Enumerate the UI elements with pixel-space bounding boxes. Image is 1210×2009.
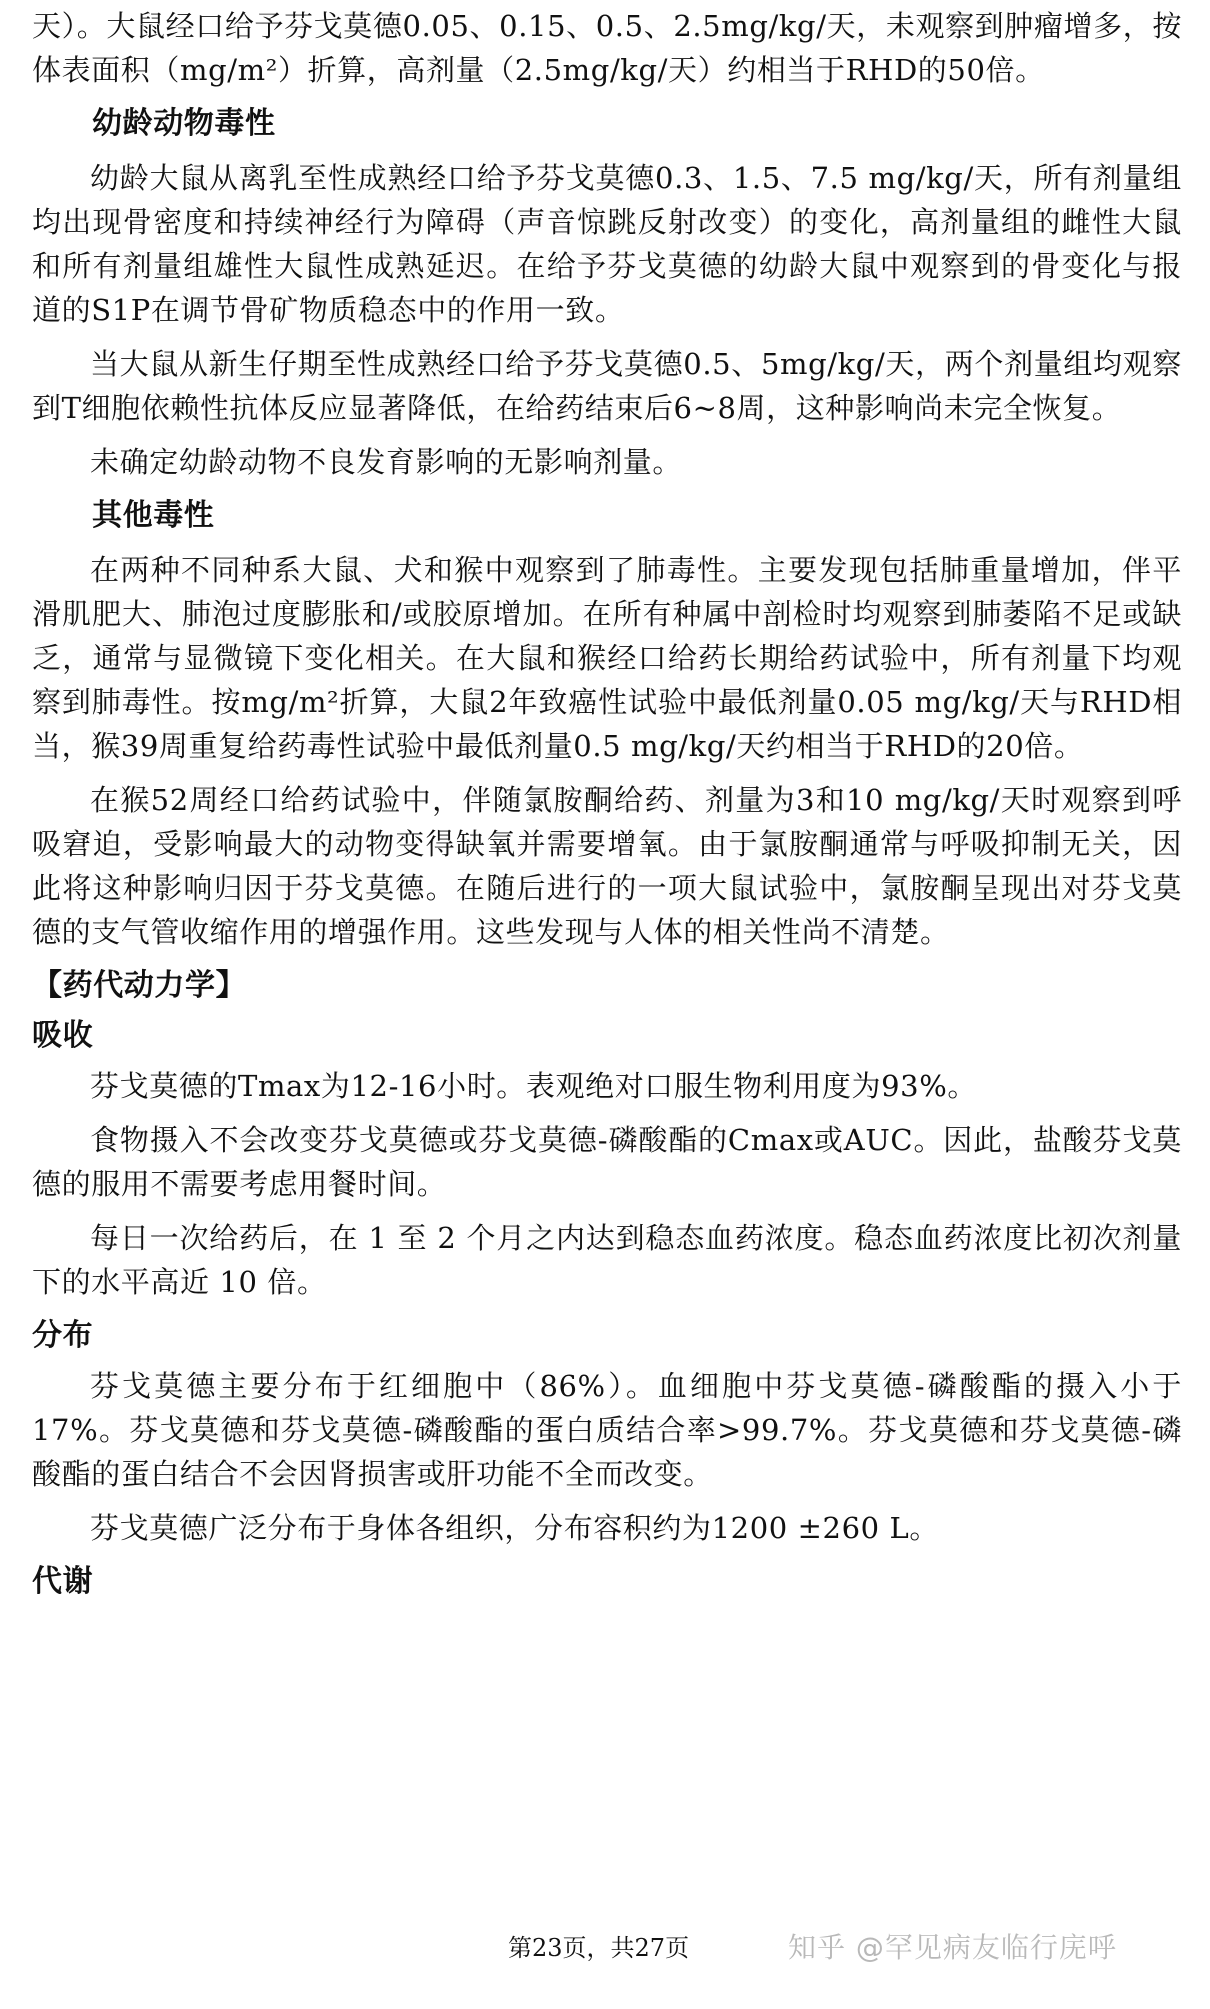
paragraph-red-cell-distribution: 芬戈莫德主要分布于红细胞中（86%）。血细胞中芬戈莫德-磷酸酯的摄入小于17%。芬戈莫德和芬戈莫德-磷酸酯的蛋白质结合率>99.7%。芬戈莫德和芬戈莫德-磷酸酯的蛋白结合不会因肾损害或肝功能不全而改变。 bbox=[32, 1369, 1182, 1491]
paragraph-steady-state: 每日一次给药后，在 1 至 2 个月之内达到稳态血药浓度。稳态血药浓度比初次剂量下的水平高近 10 倍。 bbox=[32, 1221, 1182, 1299]
paragraph-lung-toxicity: 在两种不同种系大鼠、犬和猴中观察到了肺毒性。主要发现包括肺重量增加，伴平滑肌肥大、肺泡过度膨胀和/或胶原增加。在所有种属中剖检时均观察到肺萎陷不足或缺乏，通常与显微镜下变化相关。在大鼠和猴经口给药长期给药试验中，所有剂量下均观察到肺毒性。按mg/m²折算，大鼠2年致癌性试验中最低剂量0.05 mg/kg/天与RHD相当，猴39周重复给药毒性试验中最低剂量0.5 mg/kg/天约相当于RHD的20倍。 bbox=[32, 553, 1182, 763]
page-number: 第23页，共27页 bbox=[508, 1934, 690, 1962]
heading-pharmacokinetics: 【药代动力学】 bbox=[32, 968, 247, 1003]
heading-distribution: 分布 bbox=[32, 1318, 94, 1353]
paragraph-volume-of-distribution: 芬戈莫德广泛分布于身体各组织，分布容积约为1200 ±260 L。 bbox=[90, 1511, 939, 1545]
paragraph-monkey-ketamine: 在猴52周经口给药试验中，伴随氯胺酮给药、剂量为3和10 mg/kg/天时观察到呼吸窘迫，受影响最大的动物变得缺氧并需要增氧。由于氯胺酮通常与呼吸抑制无关，因此将这种影响归因于芬戈莫德。在随后进行的一项大鼠试验中，氯胺酮呈现出对芬戈莫德的支气管收缩作用的增强作用。这些发现与人体的相关性尚不清楚。 bbox=[32, 783, 1182, 949]
paragraph-tmax: 芬戈莫德的Tmax为12-16小时。表观绝对口服生物利用度为93%。 bbox=[90, 1069, 977, 1103]
paragraph-no-effect-dose: 未确定幼龄动物不良发育影响的无影响剂量。 bbox=[90, 445, 683, 479]
heading-absorption: 吸收 bbox=[32, 1018, 94, 1053]
paragraph-neonatal-rats: 当大鼠从新生仔期至性成熟经口给予芬戈莫德0.5、5mg/kg/天，两个剂量组均观察到T细胞依赖性抗体反应显著降低，在给药结束后6~8周，这种影响尚未完全恢复。 bbox=[32, 347, 1182, 425]
heading-metabolism: 代谢 bbox=[32, 1564, 94, 1599]
document-body bbox=[32, 4, 1182, 1610]
paragraph-carcinogenicity-continued: 天）。大鼠经口给予芬戈莫德0.05、0.15、0.5、2.5mg/kg/天，未观察到肿瘤增多，按体表面积（mg/m²）折算，高剂量（2.5mg/kg/天）约相当于RHD的50倍。 bbox=[32, 9, 1182, 87]
paragraph-food-effect: 食物摄入不会改变芬戈莫德或芬戈莫德-磷酸酯的Cmax或AUC。因此，盐酸芬戈莫德的服用不需要考虑用餐时间。 bbox=[32, 1123, 1182, 1201]
zhihu-watermark: 知乎 @罕见病友临行庑呼 bbox=[788, 1931, 1117, 1964]
heading-other-toxicity: 其他毒性 bbox=[92, 498, 215, 533]
page-footer bbox=[0, 1928, 1210, 1968]
heading-juvenile-toxicity: 幼龄动物毒性 bbox=[92, 106, 276, 141]
paragraph-juvenile-rats: 幼龄大鼠从离乳至性成熟经口给予芬戈莫德0.3、1.5、7.5 mg/kg/天，所有剂量组均出现骨密度和持续神经行为障碍（声音惊跳反射改变）的变化，高剂量组的雌性大鼠和所有剂量组雄性大鼠性成熟延迟。在给予芬戈莫德的幼龄大鼠中观察到的骨变化与报道的S1P在调节骨矿物质稳态中的作用一致。 bbox=[32, 161, 1182, 327]
